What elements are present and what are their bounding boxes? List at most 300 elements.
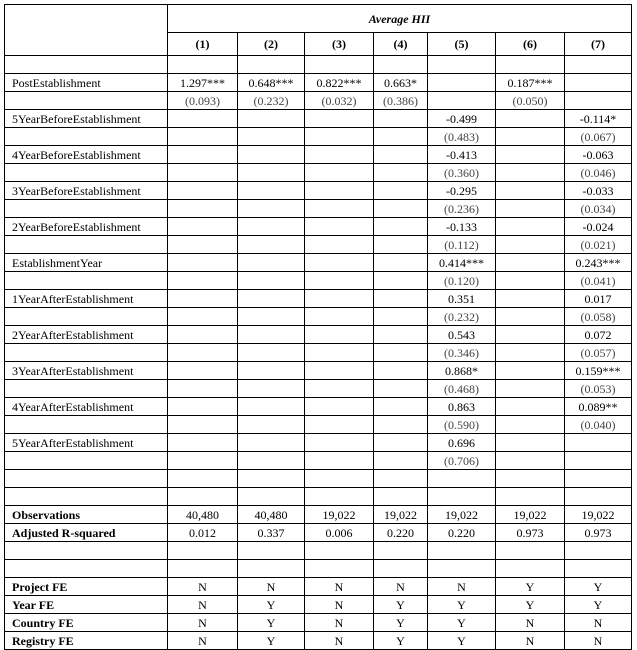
coefficient-row: [5, 146, 632, 164]
coefficient-cell: 0.696: [428, 434, 496, 452]
statistic-row: [5, 596, 632, 614]
coefficient-cell: 0.089**: [565, 398, 632, 416]
variable-label: 3YearAfterEstablishment: [5, 362, 168, 380]
coefficient-cell: [305, 218, 374, 236]
standard-error-cell: (0.346): [428, 344, 496, 362]
coefficient-row: [5, 254, 632, 272]
empty-cell: [5, 92, 168, 110]
standard-error-cell: [496, 128, 565, 146]
statistic-cell: 19,022: [496, 506, 565, 524]
empty-cell: [374, 560, 428, 578]
standard-error-cell: (0.046): [565, 164, 632, 182]
standard-error-cell: [238, 308, 305, 326]
spacer-row: [5, 560, 632, 578]
statistic-cell: 40,480: [238, 506, 305, 524]
standard-error-cell: [238, 128, 305, 146]
spacer-row: [5, 56, 632, 74]
statistic-cell: 0.006: [305, 524, 374, 542]
statistic-row: [5, 614, 632, 632]
empty-cell: [168, 488, 238, 506]
standard-error-cell: (0.050): [496, 92, 565, 110]
empty-cell: [5, 542, 168, 560]
coefficient-row: [5, 74, 632, 92]
empty-cell: [305, 56, 374, 74]
empty-cell: [374, 470, 428, 488]
statistic-cell: Y: [428, 614, 496, 632]
coefficient-cell: [238, 146, 305, 164]
standard-error-cell: (0.032): [305, 92, 374, 110]
coefficient-cell: [305, 434, 374, 452]
coefficient-cell: [496, 218, 565, 236]
coefficient-cell: -0.295: [428, 182, 496, 200]
empty-cell: [168, 470, 238, 488]
empty-cell: [565, 488, 632, 506]
coefficient-cell: [374, 110, 428, 128]
coefficient-cell: 0.648***: [238, 74, 305, 92]
empty-cell: [496, 470, 565, 488]
standard-error-cell: [374, 272, 428, 290]
statistic-cell: 0.220: [374, 524, 428, 542]
coefficient-cell: [496, 146, 565, 164]
standard-error-cell: [168, 128, 238, 146]
standard-error-row: [5, 272, 632, 290]
standard-error-cell: [374, 308, 428, 326]
coefficient-row: [5, 362, 632, 380]
statistic-cell: 19,022: [374, 506, 428, 524]
empty-cell: [5, 560, 168, 578]
empty-cell: [5, 308, 168, 326]
coefficient-row: [5, 434, 632, 452]
standard-error-cell: [428, 92, 496, 110]
statistic-cell: N: [238, 578, 305, 596]
coefficient-cell: [496, 110, 565, 128]
coefficient-cell: 0.072: [565, 326, 632, 344]
coefficient-row: [5, 290, 632, 308]
standard-error-cell: [305, 236, 374, 254]
empty-cell: [168, 560, 238, 578]
dependent-variable-title: Average HII: [168, 5, 632, 33]
standard-error-cell: (0.232): [238, 92, 305, 110]
standard-error-cell: [168, 236, 238, 254]
empty-cell: [5, 344, 168, 362]
statistic-cell: N: [496, 632, 565, 650]
standard-error-row: [5, 164, 632, 182]
coefficient-cell: [168, 434, 238, 452]
statistic-cell: 19,022: [565, 506, 632, 524]
statistic-label: Registry FE: [5, 632, 168, 650]
statistic-cell: 40,480: [168, 506, 238, 524]
coefficient-cell: [238, 362, 305, 380]
standard-error-cell: [374, 452, 428, 470]
variable-label: PostEstablishment: [5, 74, 168, 92]
standard-error-cell: [168, 308, 238, 326]
column-header: (7): [565, 33, 632, 56]
standard-error-cell: [305, 308, 374, 326]
standard-error-cell: [374, 416, 428, 434]
spacer-row: [5, 542, 632, 560]
coefficient-cell: 0.868*: [428, 362, 496, 380]
coefficient-cell: [374, 362, 428, 380]
coefficient-cell: [565, 74, 632, 92]
standard-error-cell: (0.590): [428, 416, 496, 434]
empty-cell: [374, 488, 428, 506]
coefficient-cell: -0.033: [565, 182, 632, 200]
statistic-cell: Y: [238, 632, 305, 650]
coefficient-cell: [428, 74, 496, 92]
standard-error-cell: (0.360): [428, 164, 496, 182]
standard-error-cell: [374, 344, 428, 362]
coefficient-cell: [168, 290, 238, 308]
standard-error-cell: (0.041): [565, 272, 632, 290]
coefficient-cell: 0.414***: [428, 254, 496, 272]
empty-cell: [5, 56, 168, 74]
standard-error-cell: (0.112): [428, 236, 496, 254]
standard-error-cell: [496, 380, 565, 398]
coefficient-cell: [305, 290, 374, 308]
empty-cell: [305, 560, 374, 578]
coefficient-cell: [238, 398, 305, 416]
empty-cell: [168, 56, 238, 74]
statistic-cell: Y: [374, 596, 428, 614]
statistic-cell: N: [496, 614, 565, 632]
coefficient-cell: [168, 362, 238, 380]
coefficient-cell: [238, 326, 305, 344]
coefficient-cell: [238, 110, 305, 128]
statistic-cell: Y: [428, 632, 496, 650]
variable-label: 2YearBeforeEstablishment: [5, 218, 168, 236]
empty-cell: [5, 128, 168, 146]
statistic-cell: N: [168, 596, 238, 614]
empty-cell: [428, 488, 496, 506]
variable-label: 4YearAfterEstablishment: [5, 398, 168, 416]
statistic-cell: N: [374, 578, 428, 596]
standard-error-cell: [565, 452, 632, 470]
empty-cell: [428, 560, 496, 578]
empty-cell: [428, 56, 496, 74]
empty-cell: [5, 470, 168, 488]
statistic-row: [5, 578, 632, 596]
coefficient-cell: [374, 398, 428, 416]
standard-error-cell: [305, 380, 374, 398]
statistic-cell: 0.973: [496, 524, 565, 542]
empty-cell: [374, 542, 428, 560]
coefficient-cell: [168, 254, 238, 272]
standard-error-cell: [496, 416, 565, 434]
coefficient-cell: 0.159***: [565, 362, 632, 380]
statistic-cell: Y: [238, 596, 305, 614]
coefficient-cell: [238, 290, 305, 308]
empty-cell: [5, 164, 168, 182]
statistic-cell: Y: [496, 596, 565, 614]
coefficient-cell: -0.024: [565, 218, 632, 236]
standard-error-cell: [168, 380, 238, 398]
coefficient-cell: [168, 110, 238, 128]
standard-error-cell: (0.040): [565, 416, 632, 434]
standard-error-row: [5, 308, 632, 326]
standard-error-row: [5, 128, 632, 146]
statistic-cell: 19,022: [305, 506, 374, 524]
standard-error-cell: (0.067): [565, 128, 632, 146]
standard-error-cell: [305, 416, 374, 434]
coefficient-row: [5, 110, 632, 128]
empty-cell: [5, 416, 168, 434]
statistic-cell: N: [565, 632, 632, 650]
column-header: (2): [238, 33, 305, 56]
standard-error-cell: [238, 380, 305, 398]
standard-error-cell: [168, 452, 238, 470]
regression-table: [4, 4, 632, 650]
coefficient-row: [5, 326, 632, 344]
empty-cell: [238, 56, 305, 74]
coefficient-cell: 0.822***: [305, 74, 374, 92]
coefficient-cell: [496, 290, 565, 308]
coefficient-row: [5, 398, 632, 416]
standard-error-cell: [496, 200, 565, 218]
coefficient-cell: [374, 434, 428, 452]
standard-error-cell: [238, 416, 305, 434]
empty-cell: [238, 560, 305, 578]
standard-error-cell: [496, 164, 565, 182]
coefficient-cell: [496, 434, 565, 452]
standard-error-cell: [496, 452, 565, 470]
coefficient-cell: [565, 434, 632, 452]
standard-error-cell: (0.232): [428, 308, 496, 326]
empty-cell: [305, 542, 374, 560]
statistic-cell: Y: [428, 596, 496, 614]
coefficient-cell: 0.663*: [374, 74, 428, 92]
standard-error-cell: [238, 272, 305, 290]
coefficient-cell: [168, 326, 238, 344]
standard-error-cell: [496, 236, 565, 254]
standard-error-cell: (0.468): [428, 380, 496, 398]
coefficient-cell: [374, 218, 428, 236]
coefficient-cell: 1.297***: [168, 74, 238, 92]
standard-error-cell: [168, 164, 238, 182]
standard-error-cell: (0.093): [168, 92, 238, 110]
standard-error-cell: [168, 416, 238, 434]
variable-label: 3YearBeforeEstablishment: [5, 182, 168, 200]
coefficient-cell: [496, 326, 565, 344]
spacer-row: [5, 488, 632, 506]
coefficient-cell: [374, 254, 428, 272]
standard-error-cell: [168, 272, 238, 290]
standard-error-cell: (0.058): [565, 308, 632, 326]
empty-cell: [5, 200, 168, 218]
empty-cell: [565, 56, 632, 74]
coefficient-cell: [305, 110, 374, 128]
empty-cell: [496, 488, 565, 506]
coefficient-cell: [305, 254, 374, 272]
header-corner-cell: [5, 5, 168, 56]
standard-error-cell: [374, 200, 428, 218]
coefficient-cell: [374, 182, 428, 200]
standard-error-cell: [238, 164, 305, 182]
standard-error-cell: (0.120): [428, 272, 496, 290]
empty-cell: [5, 236, 168, 254]
standard-error-cell: [238, 452, 305, 470]
empty-cell: [496, 56, 565, 74]
standard-error-cell: [496, 272, 565, 290]
statistic-label: Adjusted R-squared: [5, 524, 168, 542]
coefficient-cell: -0.114*: [565, 110, 632, 128]
coefficient-cell: -0.063: [565, 146, 632, 164]
standard-error-cell: (0.386): [374, 92, 428, 110]
statistic-row: [5, 632, 632, 650]
variable-label: 5YearBeforeEstablishment: [5, 110, 168, 128]
empty-cell: [496, 542, 565, 560]
coefficient-cell: [374, 326, 428, 344]
standard-error-cell: [305, 164, 374, 182]
column-header: (3): [305, 33, 374, 56]
coefficient-cell: [305, 146, 374, 164]
standard-error-row: [5, 236, 632, 254]
standard-error-cell: [305, 452, 374, 470]
empty-cell: [374, 56, 428, 74]
statistic-label: Year FE: [5, 596, 168, 614]
spacer-row: [5, 470, 632, 488]
empty-cell: [5, 380, 168, 398]
standard-error-cell: (0.021): [565, 236, 632, 254]
column-header: (5): [428, 33, 496, 56]
statistic-cell: N: [168, 578, 238, 596]
standard-error-cell: [374, 380, 428, 398]
statistic-cell: 19,022: [428, 506, 496, 524]
standard-error-row: [5, 200, 632, 218]
header-title-row: [5, 5, 632, 33]
standard-error-cell: (0.236): [428, 200, 496, 218]
empty-cell: [238, 488, 305, 506]
empty-cell: [565, 542, 632, 560]
variable-label: 5YearAfterEstablishment: [5, 434, 168, 452]
coefficient-cell: [168, 218, 238, 236]
standard-error-cell: (0.057): [565, 344, 632, 362]
statistic-cell: Y: [496, 578, 565, 596]
coefficient-cell: 0.187***: [496, 74, 565, 92]
statistic-cell: 0.012: [168, 524, 238, 542]
standard-error-row: [5, 344, 632, 362]
coefficient-row: [5, 182, 632, 200]
coefficient-cell: [238, 218, 305, 236]
standard-error-cell: [238, 344, 305, 362]
empty-cell: [428, 542, 496, 560]
empty-cell: [305, 488, 374, 506]
empty-cell: [238, 470, 305, 488]
coefficient-cell: -0.133: [428, 218, 496, 236]
statistic-cell: Y: [374, 632, 428, 650]
coefficient-cell: 0.351: [428, 290, 496, 308]
standard-error-cell: [305, 128, 374, 146]
empty-cell: [565, 470, 632, 488]
column-header: (6): [496, 33, 565, 56]
statistic-cell: N: [428, 578, 496, 596]
coefficient-cell: [305, 182, 374, 200]
variable-label: EstablishmentYear: [5, 254, 168, 272]
coefficient-cell: 0.863: [428, 398, 496, 416]
coefficient-cell: [168, 146, 238, 164]
coefficient-cell: [305, 326, 374, 344]
standard-error-cell: (0.034): [565, 200, 632, 218]
variable-label: 2YearAfterEstablishment: [5, 326, 168, 344]
standard-error-cell: [565, 92, 632, 110]
coefficient-cell: [168, 398, 238, 416]
empty-cell: [305, 470, 374, 488]
standard-error-cell: (0.706): [428, 452, 496, 470]
statistic-cell: 0.973: [565, 524, 632, 542]
statistic-cell: Y: [565, 578, 632, 596]
statistic-cell: Y: [565, 596, 632, 614]
standard-error-cell: [305, 272, 374, 290]
statistic-cell: N: [168, 614, 238, 632]
standard-error-cell: [168, 200, 238, 218]
coefficient-cell: -0.413: [428, 146, 496, 164]
coefficient-cell: [496, 254, 565, 272]
coefficient-cell: 0.543: [428, 326, 496, 344]
statistic-cell: N: [305, 596, 374, 614]
statistic-cell: N: [565, 614, 632, 632]
statistic-label: Observations: [5, 506, 168, 524]
coefficient-cell: 0.017: [565, 290, 632, 308]
variable-label: 1YearAfterEstablishment: [5, 290, 168, 308]
empty-cell: [5, 452, 168, 470]
standard-error-cell: [238, 200, 305, 218]
statistic-cell: 0.337: [238, 524, 305, 542]
standard-error-cell: [305, 344, 374, 362]
coefficient-cell: [238, 182, 305, 200]
coefficient-cell: [496, 182, 565, 200]
coefficient-cell: [374, 290, 428, 308]
standard-error-cell: [168, 344, 238, 362]
standard-error-row: [5, 92, 632, 110]
standard-error-cell: [496, 308, 565, 326]
statistic-label: Country FE: [5, 614, 168, 632]
statistic-cell: 0.220: [428, 524, 496, 542]
statistic-cell: N: [305, 614, 374, 632]
empty-cell: [5, 488, 168, 506]
coefficient-cell: [305, 362, 374, 380]
standard-error-row: [5, 416, 632, 434]
empty-cell: [428, 470, 496, 488]
coefficient-cell: [238, 434, 305, 452]
coefficient-row: [5, 218, 632, 236]
statistic-cell: Y: [374, 614, 428, 632]
standard-error-cell: [374, 164, 428, 182]
standard-error-row: [5, 452, 632, 470]
coefficient-cell: [496, 362, 565, 380]
standard-error-cell: [374, 128, 428, 146]
coefficient-cell: [374, 146, 428, 164]
statistic-row: [5, 524, 632, 542]
coefficient-cell: -0.499: [428, 110, 496, 128]
coefficient-cell: [496, 398, 565, 416]
statistic-cell: N: [305, 578, 374, 596]
statistic-cell: Y: [238, 614, 305, 632]
standard-error-row: [5, 380, 632, 398]
column-header: (1): [168, 33, 238, 56]
standard-error-cell: (0.483): [428, 128, 496, 146]
standard-error-cell: [374, 236, 428, 254]
empty-cell: [168, 542, 238, 560]
coefficient-cell: [238, 254, 305, 272]
standard-error-cell: (0.053): [565, 380, 632, 398]
column-header: (4): [374, 33, 428, 56]
empty-cell: [5, 272, 168, 290]
statistic-cell: N: [305, 632, 374, 650]
coefficient-cell: 0.243***: [565, 254, 632, 272]
statistic-label: Project FE: [5, 578, 168, 596]
standard-error-cell: [305, 200, 374, 218]
variable-label: 4YearBeforeEstablishment: [5, 146, 168, 164]
coefficient-cell: [168, 182, 238, 200]
